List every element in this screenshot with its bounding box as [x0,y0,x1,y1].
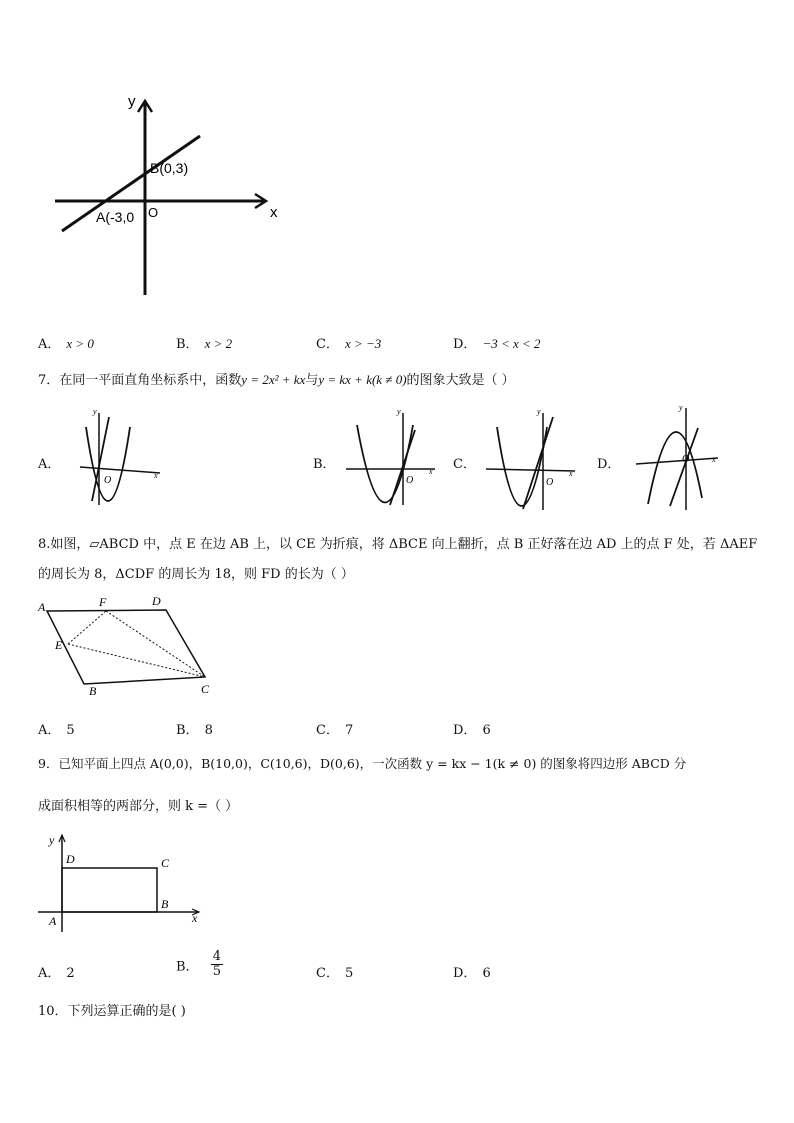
y-label: y [537,407,541,416]
q8-option-c[interactable]: C． 7 [316,723,354,738]
line [523,417,553,509]
x-label: x [154,471,158,480]
origin-label: O [682,454,690,465]
q9-figure [35,828,210,933]
q8-stem-line1: 8.如图，▱ABCD 中，点 E 在边 AB 上，以 CE 为折痕，将 ΔBCE 向上翻折，点 B 正好落在边 AD 上的点 F 处，若 ΔAEF [38,537,758,552]
segment-fc [106,611,205,677]
q7-option-b[interactable]: B． [313,457,336,472]
q9-option-c[interactable]: C． 5 [316,966,354,981]
q10-stem: 10．下列运算正确的是( ) [38,1004,186,1019]
origin-label: O [148,205,159,220]
q7-option-a[interactable]: A． [38,457,61,472]
q6-option-b[interactable]: B． x > 2 [176,336,233,352]
q7-stem: 7．在同一平面直角坐标系中，函数y = 2x² + kx与y = kx + k(k ≠ 0)的图象大致是（ ） [38,372,515,388]
parabola [86,427,130,501]
origin-label: O [104,475,112,486]
x-axis [636,458,718,464]
label-d: D [152,594,161,608]
parabola [497,427,547,506]
y-label: y [93,407,97,416]
q6-option-a[interactable]: A． x > 0 [38,336,94,352]
rectangle-abcd [62,868,157,912]
label-c: C [161,856,170,870]
point-a-label: A(-3,0 [96,209,135,225]
y-label: y [397,407,401,416]
label-x: x [192,911,198,925]
q9-option-a[interactable]: A． 2 [38,966,75,981]
q7-option-c[interactable]: C． [453,457,476,472]
y-label: y [679,403,683,412]
q7-graph-c[interactable] [483,405,578,515]
x-label: x [569,469,573,478]
label-a: A [49,914,57,928]
label-f: F [99,595,107,609]
q8-stem-line2: 的周长为 8，ΔCDF 的周长为 18，则 FD 的长为（ ） [38,567,354,582]
segment-ef [68,611,106,644]
x-axis [486,469,575,471]
label-a: A [38,600,46,614]
q8-figure [35,592,225,702]
q6-option-d[interactable]: D． −3 < x < 2 [453,336,541,352]
q7-graph-b[interactable] [343,405,438,510]
label-c: C [201,682,210,696]
q7-option-d[interactable]: D． [597,457,621,472]
label-d: D [66,852,75,866]
origin-label: O [406,475,414,486]
x-label: x [429,467,433,476]
parallelogram [47,610,205,684]
q9-option-d[interactable]: D． 6 [453,966,491,981]
q9-stem-line1: 9．已知平面上四点 A(0,0)，B(10,0)，C(10,6)，D(0,6)，一次函数 y = kx − 1(k ≠ 0) 的图象将四边形 ABCD 分 [38,756,687,771]
line [670,428,698,506]
origin-label: O [546,477,554,488]
x-label: x [712,455,716,464]
line [92,417,112,501]
y-label: y [128,93,136,110]
segment-ec [68,644,205,677]
q6-option-c[interactable]: C． x > −3 [316,336,382,352]
q8-option-a[interactable]: A． 5 [38,723,75,738]
x-axis [80,467,160,473]
label-b: B [161,897,169,911]
q6-graph [50,90,290,305]
q8-option-b[interactable]: B． 8 [176,723,213,738]
fraction: $\frac{4}{5}$ [212,949,221,980]
point-b-label: B(0,3) [150,160,189,176]
q8-option-d[interactable]: D． 6 [453,723,491,738]
label-b: B [89,684,97,698]
label-y: y [49,833,55,847]
label-e: E [55,638,63,652]
q9-option-b[interactable]: B． $\frac{4}{5}$ [176,949,221,980]
x-label: x [270,204,278,221]
q9-stem-line2: 成面积相等的两部分，则 k =（ ） [38,799,239,814]
q7-graph-d[interactable] [630,398,725,513]
q7-graph-a[interactable] [72,405,162,510]
